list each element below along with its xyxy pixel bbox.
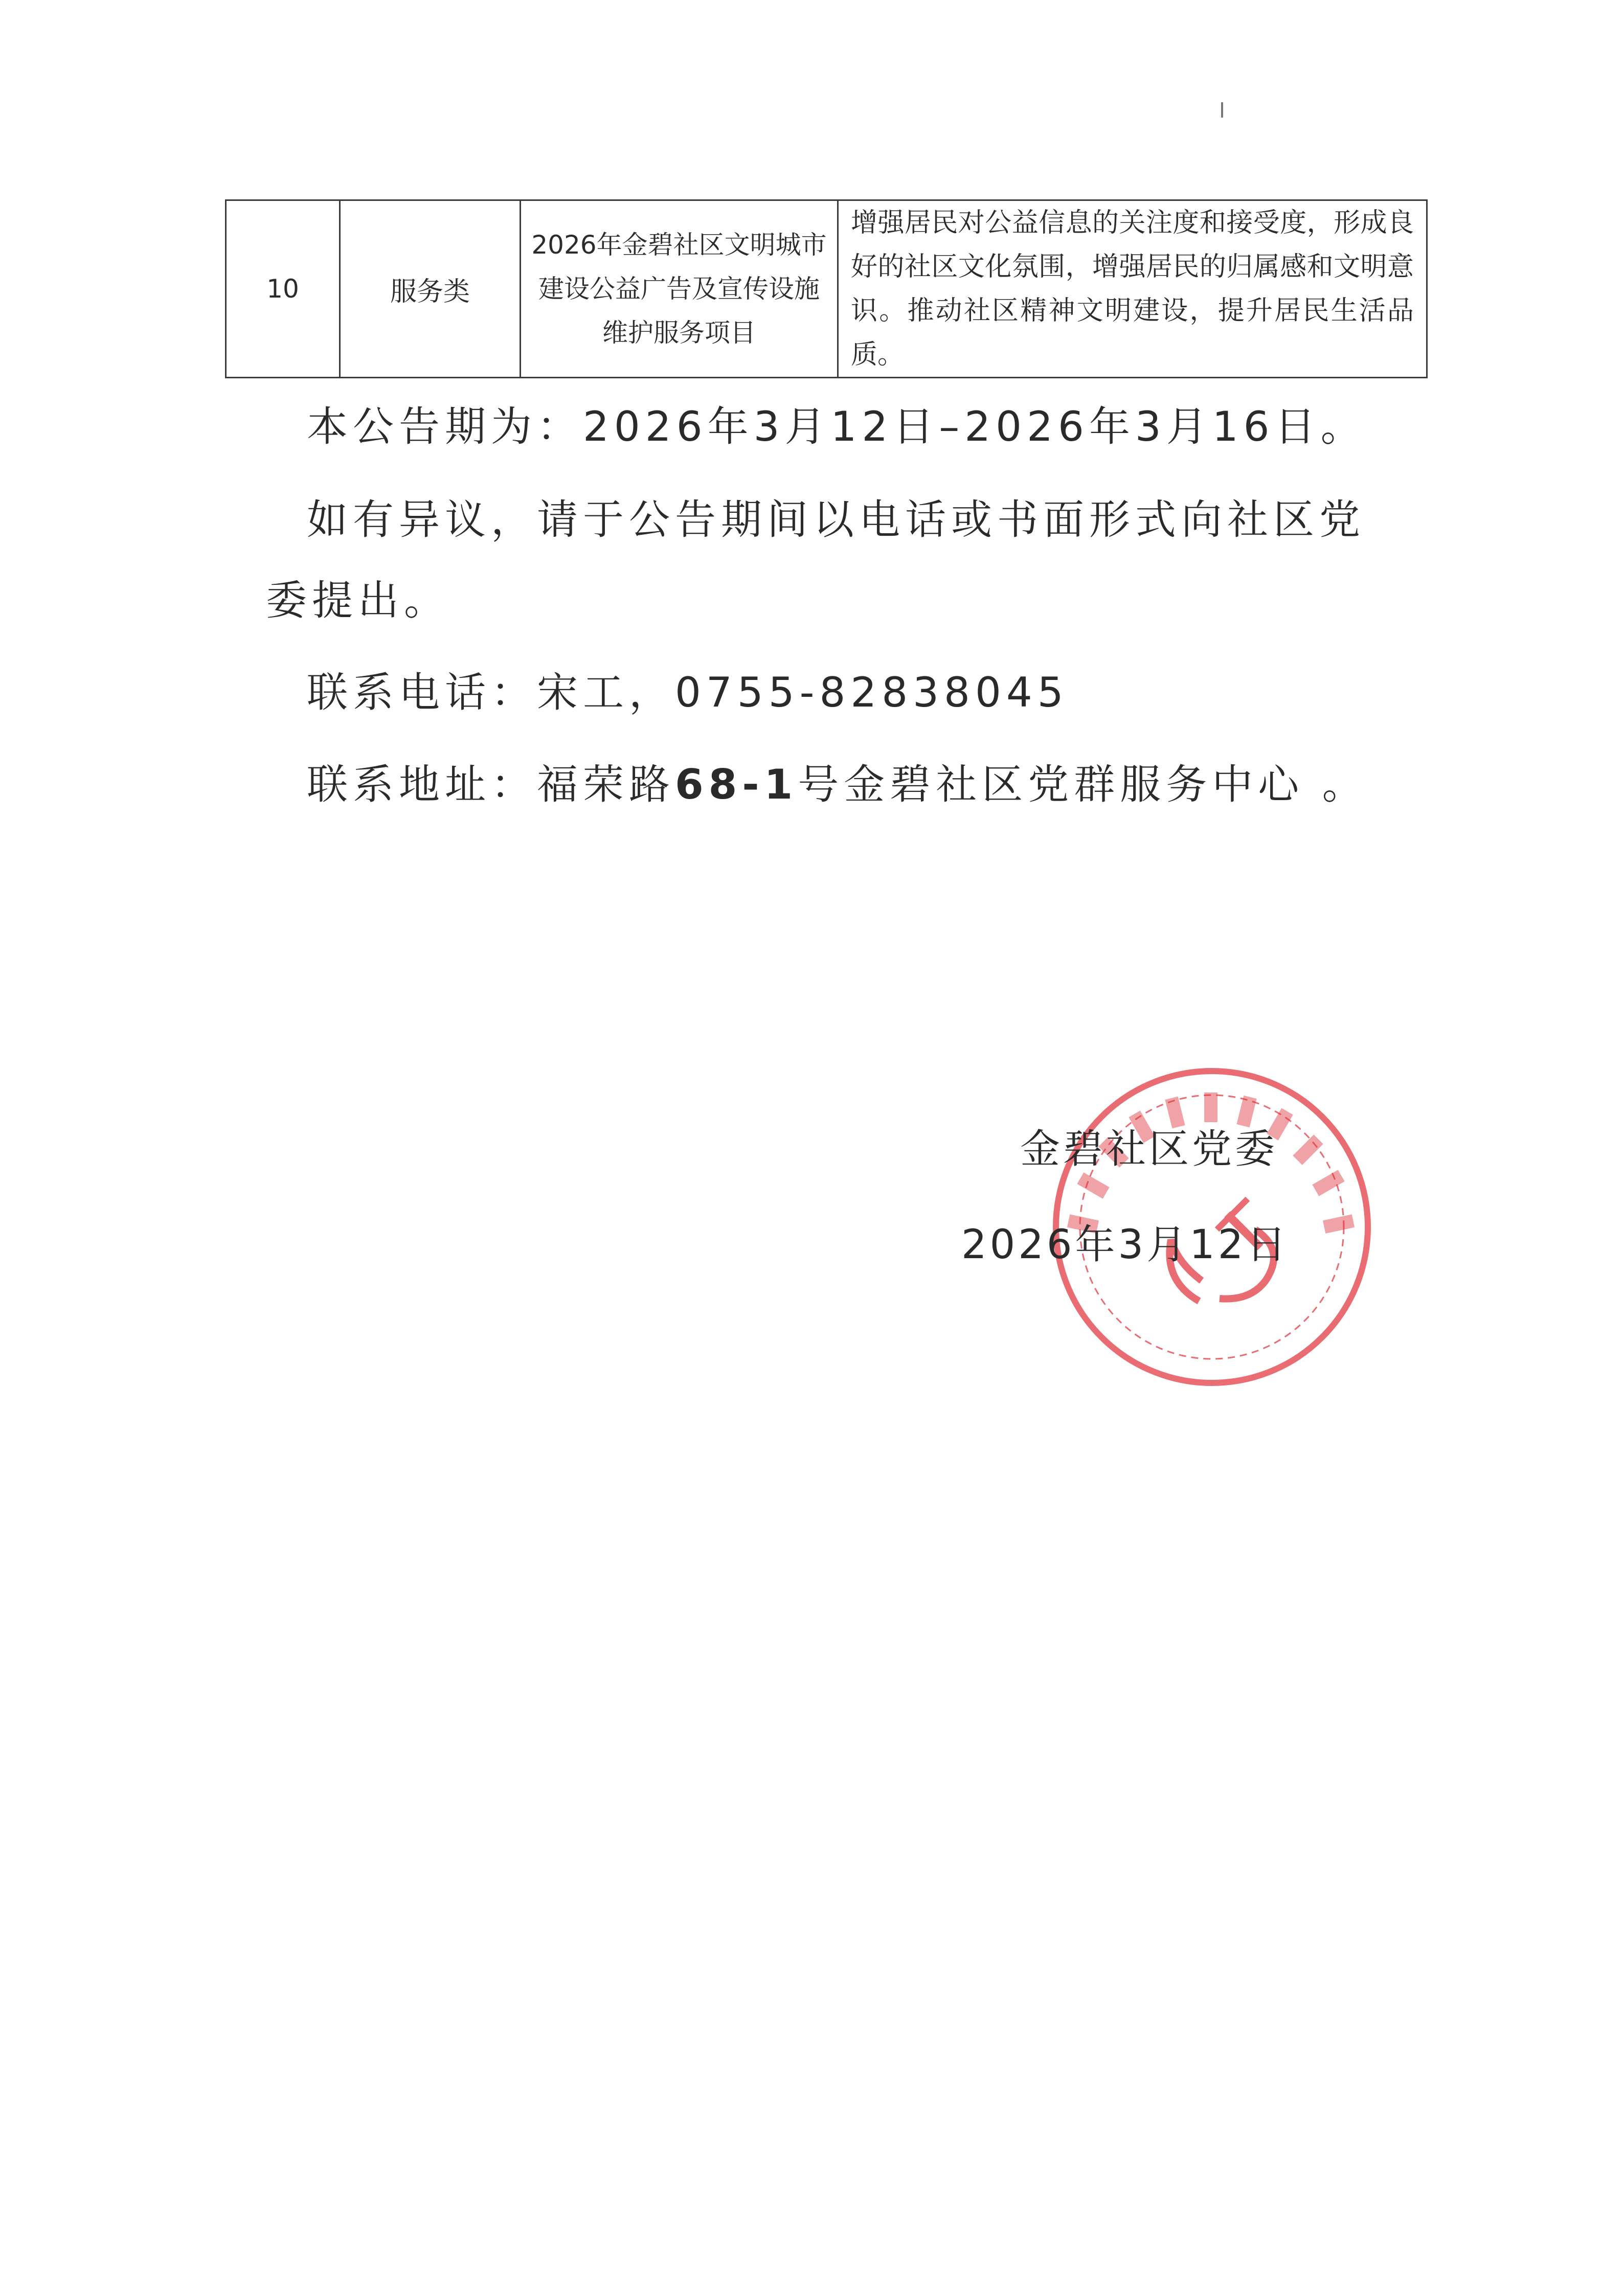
notice-period: 本公告期为：2026年3月12日–2026年3月16日。 (307, 403, 1367, 450)
scan-mark (1221, 102, 1223, 118)
signature-date: 2026年3月12日 (961, 1222, 1290, 1268)
signature-org: 金碧社区党委 (1020, 1126, 1278, 1172)
row-number: 10 (226, 200, 340, 378)
objection-line-1: 如有异议，请于公告期间以电话或书面形式向社区党 (307, 496, 1365, 543)
project-table (225, 199, 1428, 378)
objection-line-2: 委提出。 (266, 577, 450, 624)
project-name: 2026年金碧社区文明城市建设公益广告及宣传设施维护服务项目 (521, 200, 838, 378)
table-row (226, 200, 1427, 378)
contact-address (307, 752, 1368, 810)
project-category: 服务类 (340, 200, 521, 378)
address-prefix: 联系地址：福荣路 (307, 761, 675, 808)
address-suffix: 号金碧社区党群服务中心 。 (798, 761, 1368, 808)
contact-phone: 联系电话：宋工，0755-82838045 (307, 669, 1069, 716)
address-number: 68-1 (675, 761, 798, 808)
project-description: 增强居民对公益信息的关注度和接受度，形成良好的社区文化氛围，增强居民的归属感和文明意识。推动社区精神文明建设，提升居民生活品质。 (838, 200, 1427, 378)
